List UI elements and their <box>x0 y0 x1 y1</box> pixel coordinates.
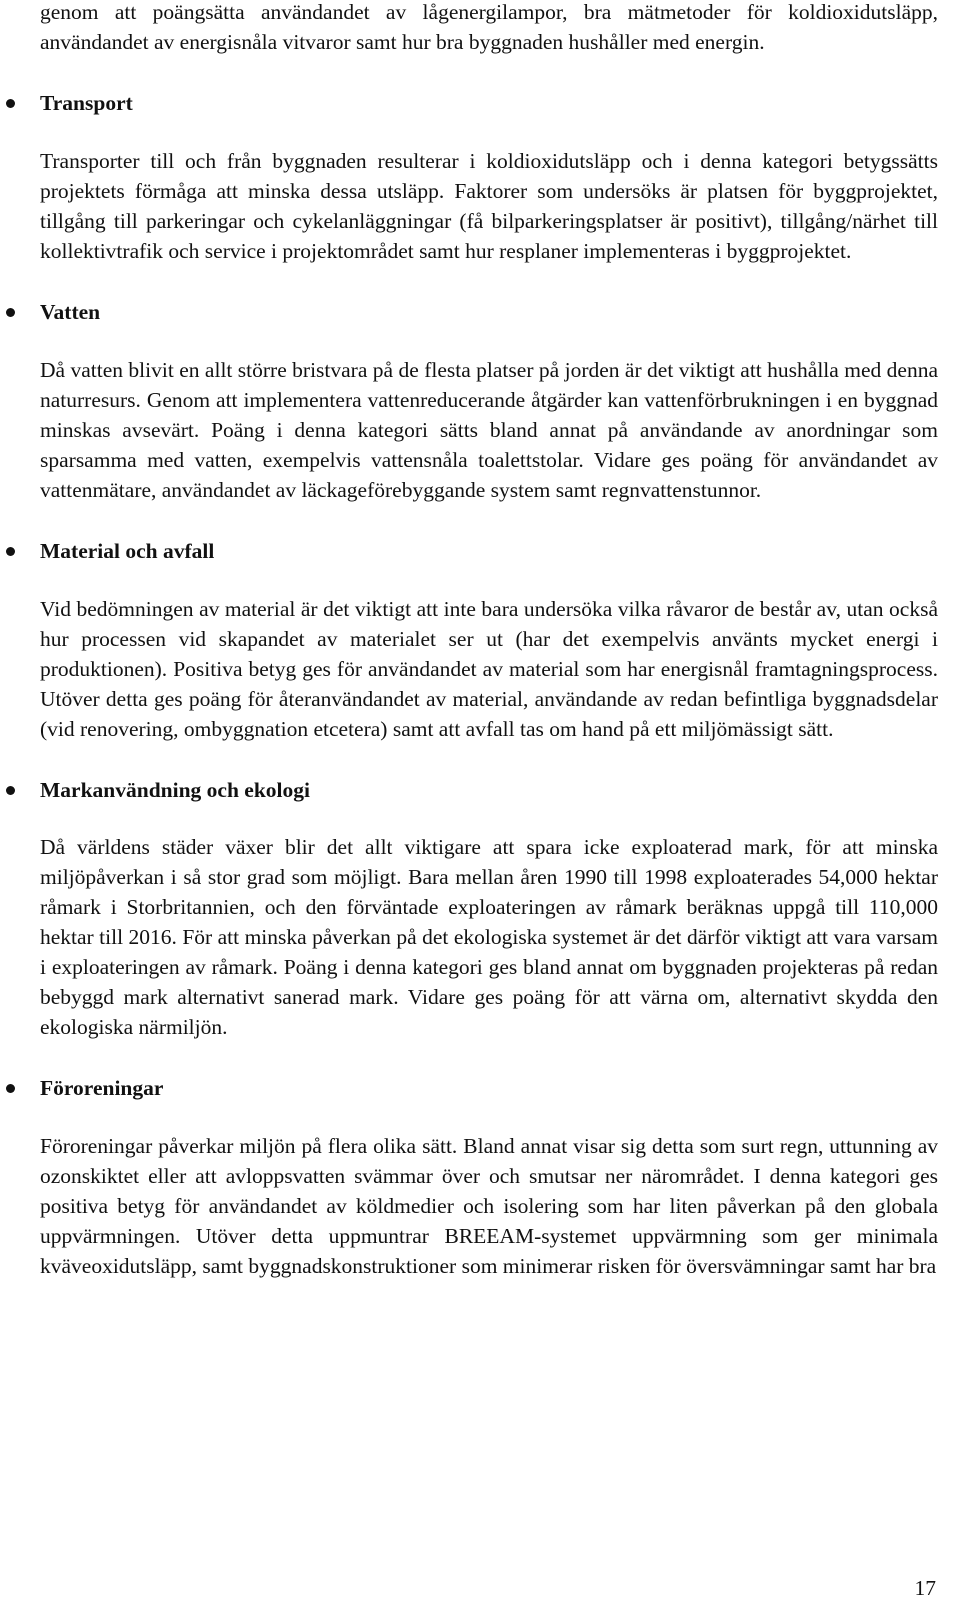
section-heading-fororeningar <box>40 1073 938 1103</box>
heading-text: Föroreningar <box>40 1076 164 1100</box>
document-page <box>40 0 938 1281</box>
section-markanvandning-body: Då världens städer växer blir det allt viktigare att spara icke exploaterad mark, för att minska miljöpåverkan i så stor grad som möjligt. Bara mellan åren 1990 till 1998 exploaterades 54,000 hektar råmark i Storbritannien, och den förväntade exploateringen av råmark beräknas uppgå till 110,000 hektar till 2016. För att minska påverkan på det ekologiska systemet är det därför viktigt att vara varsam i exploateringen av råmark. Poäng i denna kategori ges bland annat om byggnaden projekteras på redan bebyggd mark alternativt sanerad mark. Vidare ges poäng för att värna om, alternativt skydda den ekologiska närmiljön. <box>40 835 938 1039</box>
bullet-icon <box>6 308 15 317</box>
bullet-icon <box>6 99 15 108</box>
section-vatten-body: Då vatten blivit en allt större bristvara på de flesta platser på jorden är det viktigt att hushålla med denna naturresurs. Genom att implementera vattenreducerande åtgärder kan vattenförbrukningen i en byggnad minskas avsevärt. Poäng i denna kategori sätts bland annat på användande av anordningar som sparsamma med vatten, exempelvis vattensnåla toalettstolar. Vidare ges poäng för användandet av vattenmätare, användandet av läckageförebyggande system samt regnvattenstunnor. <box>40 358 938 502</box>
section-fororeningar-body: Föroreningar påverkar miljön på flera olika sätt. Bland annat visar sig detta som surt regn, uttunning av ozonskiktet eller att avloppsvatten svämmar över och smutsar ner närområdet. I denna kategori ges positiva betyg för användandet av köldmedier och isolering som har liten påverkan på den globala uppvärmningen. Utöver detta uppmuntrar BREEAM-systemet uppvärmning som ger minimala kväveoxidutsläpp, samt byggnadskonstruktioner som minimerar risken för översvämningar samt har bra <box>40 1134 938 1278</box>
section-material-body: Vid bedömningen av material är det viktigt att inte bara undersöka vilka råvaror de består av, utan också hur processen vid skapandet av materialet ser ut (har det exempelvis använts mycket energi i produktionen). Positiva betyg ges för användandet av material som har energisnål framtagningsprocess. Utöver detta ges poäng för återanvändandet av material, användande av redan befintliga byggnadsdelar (vid renovering, ombyggnation etcetera) samt att avfall tas om hand på ett miljömässigt sätt. <box>40 597 938 741</box>
section-transport-body: Transporter till och från byggnaden resulterar i koldioxidutsläpp och i denna kategori betygssätts projektets förmåga att minska dessa utsläpp. Faktorer som undersöks är platsen för byggprojektet, tillgång till parkeringar och cykelanläggningar (få bilparkeringsplatser är positivt), tillgång/närhet till kollektivtrafik och service i projektområdet samt hur resplaner implementeras i byggprojektet. <box>40 149 938 263</box>
page-number: 17 <box>914 1576 936 1600</box>
heading-text: Markanvändning och ekologi <box>40 778 310 802</box>
heading-text: Vatten <box>40 300 101 324</box>
section-heading-material-och-avfall <box>40 536 938 566</box>
section-intro-body: genom att poängsätta användandet av lågenergilampor, bra mätmetoder för koldioxidutsläpp, användandet av energisnåla vitvaror samt hur bra byggnaden hushåller med energin. <box>40 0 938 54</box>
section-heading-markanvandning <box>40 775 938 805</box>
bullet-icon <box>6 1084 15 1093</box>
bullet-icon <box>6 547 15 556</box>
heading-text: Material och avfall <box>40 539 215 563</box>
heading-text: Transport <box>40 91 133 115</box>
section-heading-vatten <box>40 297 938 327</box>
section-heading-transport <box>40 88 938 118</box>
bullet-icon <box>6 786 15 795</box>
